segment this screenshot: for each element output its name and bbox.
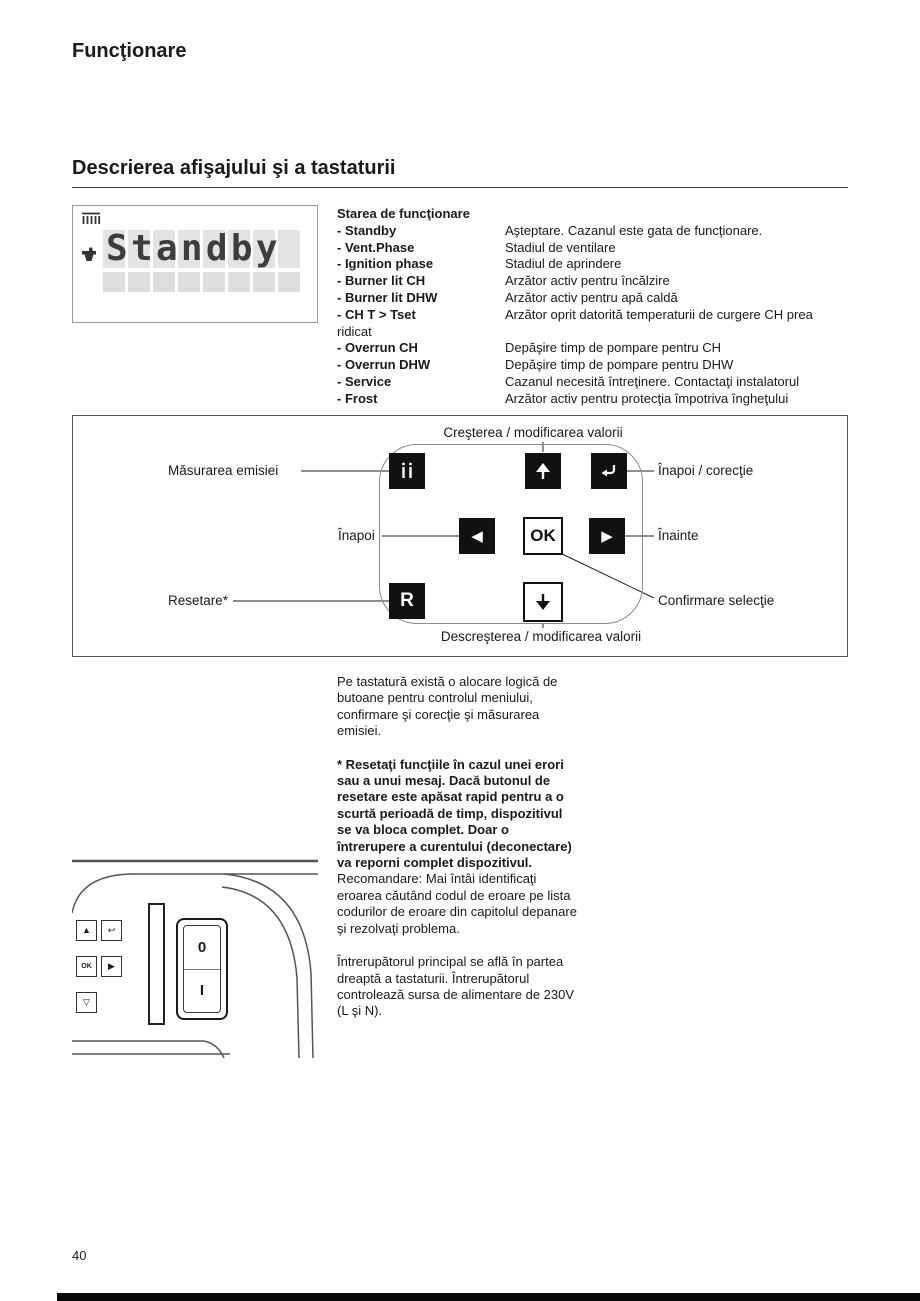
status-label: - Service bbox=[337, 373, 392, 389]
label-increase: Creşterea / modificarea valorii bbox=[443, 425, 623, 440]
reset-button bbox=[389, 583, 425, 619]
status-label: - Vent.Phase bbox=[337, 239, 415, 255]
status-label: - Overrun DHW bbox=[337, 357, 431, 373]
status-row bbox=[337, 391, 857, 408]
status-desc: Stadiul de ventilare bbox=[505, 239, 616, 255]
panel-slot bbox=[148, 903, 165, 1025]
status-label: - Frost bbox=[337, 390, 378, 406]
label-back: Înapoi bbox=[338, 528, 375, 543]
status-label: - Burner lit CH bbox=[337, 273, 426, 289]
status-desc: Arzător activ pentru protecţia împotriva îngheţului bbox=[505, 390, 789, 406]
power-switch bbox=[176, 918, 228, 1020]
status-label: - Overrun CH bbox=[337, 340, 418, 356]
power-switch-on-label: I bbox=[199, 982, 205, 1000]
photo-forward-button bbox=[101, 956, 122, 977]
photo-increase-button bbox=[76, 920, 97, 941]
reset-warning-bold: * Resetaţi funcţiile în cazul unei erori sau a unui mesaj. Dacă butonul de resetare este apăsat rapid pentru a o scurtă perioadă de timp, dispozitivul se va bloca complet. Doar o întrerupere a curentului (deconectare) va reporni complet dispozitivul. bbox=[337, 756, 572, 871]
lcd-empty-row bbox=[103, 272, 303, 292]
label-back-correction: Înapoi / corecţie bbox=[658, 463, 754, 478]
status-row bbox=[337, 240, 857, 257]
status-label: - Burner lit DHW bbox=[337, 289, 438, 305]
label-reset: Resetare* bbox=[168, 593, 229, 608]
forward-button bbox=[589, 518, 625, 554]
paragraph-reset-warning bbox=[337, 757, 579, 937]
status-row bbox=[337, 307, 857, 324]
status-desc: Arzător activ pentru încălzire bbox=[505, 273, 670, 289]
status-label-continuation: ridicat bbox=[337, 323, 372, 339]
section-divider bbox=[72, 187, 848, 188]
status-list bbox=[337, 206, 857, 408]
power-switch-off-label: 0 bbox=[184, 926, 220, 970]
photo-ok-button bbox=[76, 956, 97, 977]
status-label: - Ignition phase bbox=[337, 256, 434, 272]
paragraph-button-allocation: Pe tastatură există o alocare logică de butoane pentru controlul meniului, confirmare şi corecţie şi măsurarea emisiei. bbox=[337, 674, 558, 739]
flue-gas-button bbox=[389, 453, 425, 489]
lcd-text: Standby bbox=[103, 230, 303, 268]
photo-decrease-button bbox=[76, 992, 97, 1013]
status-desc: Stadiul de aprindere bbox=[505, 256, 622, 272]
status-desc: Depăşire timp de pompare pentru DHW bbox=[505, 357, 734, 373]
power-switch-rocker bbox=[183, 925, 221, 1013]
status-row bbox=[337, 256, 857, 273]
status-desc: Depăşire timp de pompare pentru CH bbox=[505, 340, 722, 356]
status-label: - Standby bbox=[337, 222, 397, 238]
label-decrease: Descreşterea / modificarea valorii bbox=[440, 629, 642, 644]
reset-label: R bbox=[400, 590, 414, 611]
left-arrow-icon: ◀ bbox=[471, 527, 483, 545]
status-row bbox=[337, 357, 857, 374]
status-list-header: Starea de funcţionare bbox=[337, 206, 470, 221]
lcd-screen bbox=[103, 230, 303, 292]
right-arrow-icon: ▶ bbox=[601, 527, 613, 545]
radiator-icon bbox=[81, 212, 101, 225]
label-confirm-selection: Confirmare selecţie bbox=[658, 593, 775, 608]
photo-return-arrow-icon: ↩ bbox=[107, 925, 116, 935]
lcd-display-panel bbox=[72, 205, 318, 323]
up-arrow-icon bbox=[533, 461, 553, 481]
status-row bbox=[337, 340, 857, 357]
page-title: Descrierea afişajului şi a tastaturii bbox=[72, 157, 396, 179]
photo-back-correction-button bbox=[101, 920, 122, 941]
keypad-diagram bbox=[72, 415, 848, 657]
status-desc: Aşteptare. Cazanul este gata de funcţionare. bbox=[505, 222, 763, 238]
photo-ok-label: OK bbox=[81, 963, 92, 970]
ok-label: OK bbox=[530, 526, 556, 545]
down-arrow-icon bbox=[533, 592, 553, 612]
page-bottom-bar bbox=[57, 1293, 920, 1301]
reset-warning-rest: Recomandare: Mai întâi identificaţi eroarea căutând codul de eroare pe lista codurilor de eroare din capitolul depanare şi rezolvaţi problema. bbox=[337, 871, 577, 936]
back-correction-button bbox=[591, 453, 627, 489]
status-desc: Arzător oprit datorită temperaturii de curgere CH prea bbox=[505, 306, 813, 322]
status-desc: Cazanul necesită întreţinere. Contactaţi instalatorul bbox=[505, 373, 800, 389]
label-emission-measurement: Măsurarea emisiei bbox=[168, 463, 279, 478]
page-number: 40 bbox=[72, 1248, 87, 1263]
chapter-title: Funcţionare bbox=[72, 40, 187, 62]
return-arrow-icon bbox=[599, 461, 619, 481]
tap-icon bbox=[80, 246, 100, 263]
status-row bbox=[337, 324, 857, 341]
body-text-column bbox=[337, 674, 579, 1037]
ok-button bbox=[523, 517, 563, 555]
decrease-button bbox=[523, 582, 563, 622]
status-row bbox=[337, 223, 857, 240]
photo-right-arrow-icon: ▶ bbox=[108, 961, 115, 971]
status-row bbox=[337, 374, 857, 391]
status-row bbox=[337, 273, 857, 290]
device-photo bbox=[72, 858, 318, 1058]
flue-gas-icon bbox=[397, 461, 417, 481]
paragraph-main-switch: Întrerupătorul principal se află în partea dreaptă a tastaturii. Întrerupătorul controlează sursa de alimentare de 230V (L şi N). bbox=[337, 954, 575, 1019]
back-button bbox=[459, 518, 495, 554]
status-row bbox=[337, 290, 857, 307]
photo-down-arrow-icon: ▽ bbox=[83, 997, 90, 1007]
increase-button bbox=[525, 453, 561, 489]
photo-up-arrow-icon: ▲ bbox=[82, 925, 91, 935]
status-desc: Arzător activ pentru apă caldă bbox=[505, 289, 678, 305]
status-label: - CH T > Tset bbox=[337, 306, 416, 322]
label-forward: Înainte bbox=[658, 528, 699, 543]
